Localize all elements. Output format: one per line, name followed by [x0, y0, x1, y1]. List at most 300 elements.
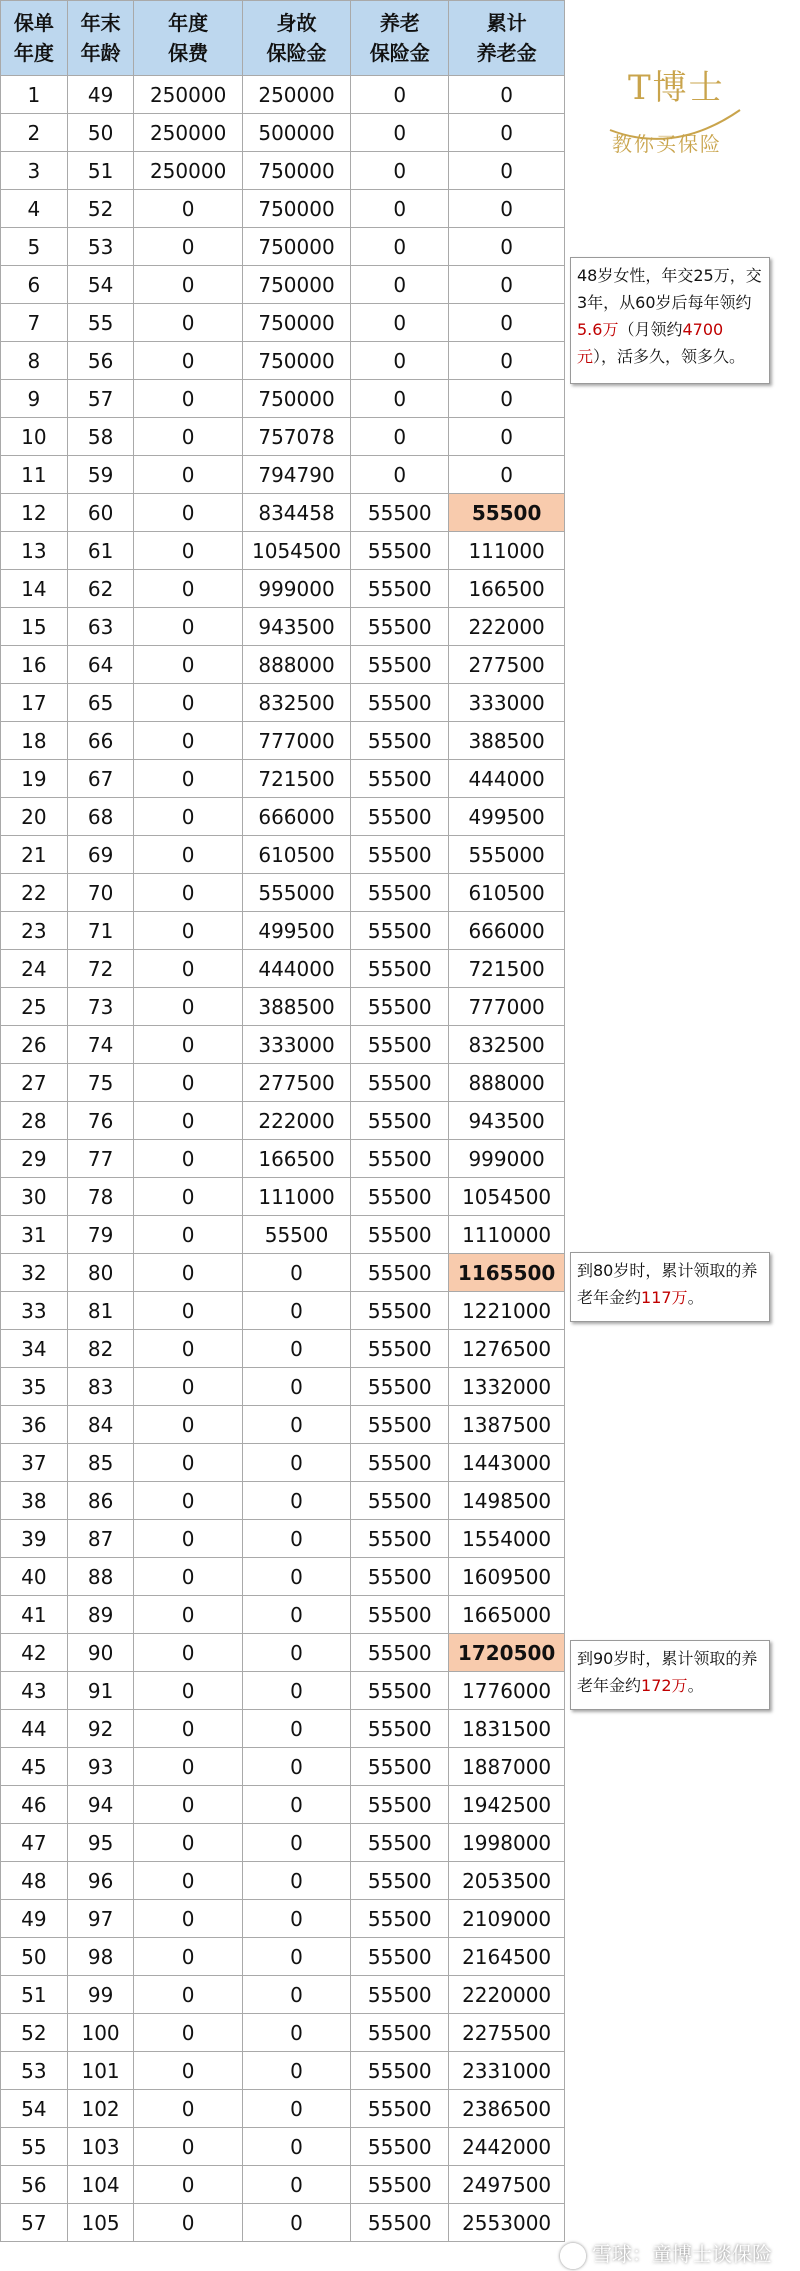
cell-premium: 0 [134, 1178, 242, 1216]
cell-policy-year: 47 [1, 1824, 68, 1862]
cell-cumulative-pension: 1332000 [449, 1368, 565, 1406]
cell-pension-benefit: 55500 [351, 1482, 449, 1520]
cell-pension-benefit: 0 [351, 304, 449, 342]
cell-pension-benefit: 55500 [351, 1748, 449, 1786]
cell-pension-benefit: 55500 [351, 684, 449, 722]
cell-death-benefit: 499500 [242, 912, 350, 950]
cell-age: 68 [67, 798, 134, 836]
table-row [1, 1254, 565, 1292]
cell-cumulative-pension: 777000 [449, 988, 565, 1026]
table-row [1, 152, 565, 190]
header-death-benefit: 身故 保险金 [242, 1, 350, 76]
cell-pension-benefit: 55500 [351, 1824, 449, 1862]
table-row [1, 1178, 565, 1216]
table-row [1, 1786, 565, 1824]
cell-premium: 0 [134, 1672, 242, 1710]
cell-pension-benefit: 55500 [351, 1786, 449, 1824]
cell-age: 59 [67, 456, 134, 494]
table-row [1, 532, 565, 570]
table-row [1, 266, 565, 304]
cell-cumulative-pension: 1554000 [449, 1520, 565, 1558]
cell-death-benefit: 0 [242, 2128, 350, 2166]
cell-premium: 0 [134, 1026, 242, 1064]
cell-pension-benefit: 55500 [351, 2166, 449, 2204]
cell-death-benefit: 1054500 [242, 532, 350, 570]
table-row [1, 874, 565, 912]
cell-cumulative-pension: 1221000 [449, 1292, 565, 1330]
cell-policy-year: 17 [1, 684, 68, 722]
table-row [1, 380, 565, 418]
cell-premium: 250000 [134, 114, 242, 152]
cell-death-benefit: 750000 [242, 266, 350, 304]
cell-policy-year: 7 [1, 304, 68, 342]
cell-policy-year: 52 [1, 2014, 68, 2052]
cell-age: 69 [67, 836, 134, 874]
cell-age: 74 [67, 1026, 134, 1064]
table-row [1, 1938, 565, 1976]
cell-cumulative-pension: 2053500 [449, 1862, 565, 1900]
cell-premium: 0 [134, 1634, 242, 1672]
cell-premium: 0 [134, 418, 242, 456]
table-row [1, 418, 565, 456]
cell-premium: 0 [134, 722, 242, 760]
cell-policy-year: 26 [1, 1026, 68, 1064]
cell-pension-benefit: 55500 [351, 1444, 449, 1482]
table-row [1, 760, 565, 798]
header-policy-year: 保单 年度 [1, 1, 68, 76]
cell-pension-benefit: 0 [351, 152, 449, 190]
cell-premium: 0 [134, 1102, 242, 1140]
cell-pension-benefit: 55500 [351, 1710, 449, 1748]
cell-age: 91 [67, 1672, 134, 1710]
cell-death-benefit: 0 [242, 1596, 350, 1634]
cell-policy-year: 3 [1, 152, 68, 190]
note-summary-amount-year: 5.6万 [577, 320, 619, 339]
cell-policy-year: 11 [1, 456, 68, 494]
cell-death-benefit: 832500 [242, 684, 350, 722]
cell-premium: 0 [134, 646, 242, 684]
cell-pension-benefit: 55500 [351, 1938, 449, 1976]
table-row [1, 456, 565, 494]
cell-cumulative-pension: 0 [449, 380, 565, 418]
cell-pension-benefit: 0 [351, 456, 449, 494]
cell-cumulative-pension: 277500 [449, 646, 565, 684]
cell-age: 102 [67, 2090, 134, 2128]
table-row [1, 1292, 565, 1330]
cell-policy-year: 34 [1, 1330, 68, 1368]
cell-premium: 0 [134, 570, 242, 608]
cell-premium: 0 [134, 760, 242, 798]
cell-premium: 0 [134, 1824, 242, 1862]
cell-premium: 0 [134, 1938, 242, 1976]
table-row [1, 684, 565, 722]
cell-premium: 0 [134, 2166, 242, 2204]
cell-premium: 0 [134, 1862, 242, 1900]
cell-pension-benefit: 55500 [351, 1862, 449, 1900]
table-row [1, 1444, 565, 1482]
cell-policy-year: 14 [1, 570, 68, 608]
table-row [1, 1634, 565, 1672]
cell-cumulative-pension: 444000 [449, 760, 565, 798]
cell-death-benefit: 111000 [242, 1178, 350, 1216]
cell-policy-year: 38 [1, 1482, 68, 1520]
note-age-90-amount: 172万 [641, 1676, 688, 1695]
cell-premium: 0 [134, 1216, 242, 1254]
cell-pension-benefit: 55500 [351, 1140, 449, 1178]
cell-cumulative-pension: 1165500 [449, 1254, 565, 1292]
cell-policy-year: 1 [1, 76, 68, 114]
cell-death-benefit: 888000 [242, 646, 350, 684]
cell-cumulative-pension: 0 [449, 304, 565, 342]
cell-death-benefit: 721500 [242, 760, 350, 798]
cell-age: 80 [67, 1254, 134, 1292]
cell-age: 97 [67, 1900, 134, 1938]
cell-premium: 0 [134, 190, 242, 228]
cell-policy-year: 22 [1, 874, 68, 912]
cell-death-benefit: 666000 [242, 798, 350, 836]
cell-cumulative-pension: 721500 [449, 950, 565, 988]
cell-age: 78 [67, 1178, 134, 1216]
cell-cumulative-pension: 610500 [449, 874, 565, 912]
cell-age: 64 [67, 646, 134, 684]
cell-cumulative-pension: 1443000 [449, 1444, 565, 1482]
cell-premium: 0 [134, 1786, 242, 1824]
cell-premium: 0 [134, 1596, 242, 1634]
cell-age: 103 [67, 2128, 134, 2166]
cell-age: 100 [67, 2014, 134, 2052]
cell-death-benefit: 0 [242, 1482, 350, 1520]
cell-pension-benefit: 55500 [351, 1672, 449, 1710]
cell-policy-year: 32 [1, 1254, 68, 1292]
cell-age: 104 [67, 2166, 134, 2204]
cell-pension-benefit: 55500 [351, 1216, 449, 1254]
cell-age: 105 [67, 2204, 134, 2242]
table-row [1, 1140, 565, 1178]
table-row [1, 950, 565, 988]
cell-policy-year: 48 [1, 1862, 68, 1900]
cell-cumulative-pension: 832500 [449, 1026, 565, 1064]
cell-death-benefit: 757078 [242, 418, 350, 456]
cell-pension-benefit: 55500 [351, 532, 449, 570]
cell-pension-benefit: 0 [351, 418, 449, 456]
table-row [1, 836, 565, 874]
table-row [1, 2052, 565, 2090]
cell-death-benefit: 777000 [242, 722, 350, 760]
cell-cumulative-pension: 388500 [449, 722, 565, 760]
brand-logo [600, 40, 750, 160]
table-row [1, 912, 565, 950]
cell-cumulative-pension: 2442000 [449, 2128, 565, 2166]
cell-pension-benefit: 0 [351, 266, 449, 304]
cell-age: 101 [67, 2052, 134, 2090]
cell-age: 62 [67, 570, 134, 608]
cell-premium: 250000 [134, 76, 242, 114]
cell-premium: 0 [134, 1330, 242, 1368]
cell-policy-year: 53 [1, 2052, 68, 2090]
cell-pension-benefit: 0 [351, 76, 449, 114]
cell-policy-year: 35 [1, 1368, 68, 1406]
cell-pension-benefit: 55500 [351, 2128, 449, 2166]
cell-pension-benefit: 55500 [351, 2052, 449, 2090]
cell-age: 85 [67, 1444, 134, 1482]
table-row [1, 1596, 565, 1634]
cell-pension-benefit: 55500 [351, 988, 449, 1026]
cell-policy-year: 23 [1, 912, 68, 950]
cell-cumulative-pension: 1609500 [449, 1558, 565, 1596]
cell-pension-benefit: 55500 [351, 1406, 449, 1444]
table-row [1, 1406, 565, 1444]
cell-premium: 0 [134, 380, 242, 418]
cell-policy-year: 45 [1, 1748, 68, 1786]
cell-age: 87 [67, 1520, 134, 1558]
cell-cumulative-pension: 1720500 [449, 1634, 565, 1672]
cell-premium: 0 [134, 456, 242, 494]
cell-pension-benefit: 55500 [351, 646, 449, 684]
table-row [1, 2128, 565, 2166]
cell-age: 75 [67, 1064, 134, 1102]
cell-cumulative-pension: 943500 [449, 1102, 565, 1140]
watermark-text: 雪球：童博士谈保险 [592, 2242, 772, 2266]
cell-death-benefit: 0 [242, 1292, 350, 1330]
cell-premium: 0 [134, 1406, 242, 1444]
cell-policy-year: 31 [1, 1216, 68, 1254]
note-age-80-end: 。 [687, 1288, 704, 1307]
cell-death-benefit: 0 [242, 1938, 350, 1976]
cell-premium: 250000 [134, 152, 242, 190]
cell-death-benefit: 0 [242, 1406, 350, 1444]
table-row [1, 114, 565, 152]
cell-pension-benefit: 55500 [351, 1976, 449, 2014]
cell-age: 90 [67, 1634, 134, 1672]
cell-death-benefit: 750000 [242, 190, 350, 228]
cell-policy-year: 19 [1, 760, 68, 798]
cell-premium: 0 [134, 684, 242, 722]
snowball-icon [560, 2243, 586, 2269]
cell-pension-benefit: 55500 [351, 1596, 449, 1634]
table-row [1, 1558, 565, 1596]
cell-pension-benefit: 55500 [351, 722, 449, 760]
cell-age: 49 [67, 76, 134, 114]
cell-policy-year: 51 [1, 1976, 68, 2014]
cell-death-benefit: 333000 [242, 1026, 350, 1064]
table-body [1, 76, 565, 2242]
cell-death-benefit: 0 [242, 1672, 350, 1710]
table-row [1, 228, 565, 266]
cell-age: 96 [67, 1862, 134, 1900]
cell-age: 82 [67, 1330, 134, 1368]
cell-cumulative-pension: 1998000 [449, 1824, 565, 1862]
cell-cumulative-pension: 111000 [449, 532, 565, 570]
cell-death-benefit: 750000 [242, 228, 350, 266]
cell-premium: 0 [134, 912, 242, 950]
cell-premium: 0 [134, 2204, 242, 2242]
watermark [560, 2238, 772, 2269]
cell-death-benefit: 0 [242, 2166, 350, 2204]
table-row [1, 1710, 565, 1748]
cell-policy-year: 42 [1, 1634, 68, 1672]
cell-pension-benefit: 55500 [351, 1026, 449, 1064]
cell-age: 79 [67, 1216, 134, 1254]
cell-age: 55 [67, 304, 134, 342]
cell-cumulative-pension: 1276500 [449, 1330, 565, 1368]
cell-pension-benefit: 55500 [351, 1254, 449, 1292]
cell-cumulative-pension: 2331000 [449, 2052, 565, 2090]
cell-pension-benefit: 55500 [351, 760, 449, 798]
cell-age: 93 [67, 1748, 134, 1786]
cell-death-benefit: 0 [242, 1558, 350, 1596]
cell-cumulative-pension: 2220000 [449, 1976, 565, 2014]
table-row [1, 1482, 565, 1520]
cell-premium: 0 [134, 1064, 242, 1102]
cell-death-benefit: 0 [242, 1710, 350, 1748]
cell-pension-benefit: 0 [351, 228, 449, 266]
cell-age: 71 [67, 912, 134, 950]
cell-death-benefit: 0 [242, 1444, 350, 1482]
cell-premium: 0 [134, 1292, 242, 1330]
cell-death-benefit: 0 [242, 2052, 350, 2090]
cell-death-benefit: 250000 [242, 76, 350, 114]
cell-cumulative-pension: 0 [449, 152, 565, 190]
cell-policy-year: 21 [1, 836, 68, 874]
cell-policy-year: 49 [1, 1900, 68, 1938]
cell-age: 77 [67, 1140, 134, 1178]
cell-policy-year: 37 [1, 1444, 68, 1482]
table-row [1, 1862, 565, 1900]
cell-premium: 0 [134, 494, 242, 532]
cell-cumulative-pension: 166500 [449, 570, 565, 608]
cell-policy-year: 20 [1, 798, 68, 836]
cell-death-benefit: 0 [242, 2204, 350, 2242]
cell-premium: 0 [134, 836, 242, 874]
cell-age: 58 [67, 418, 134, 456]
cell-policy-year: 4 [1, 190, 68, 228]
cell-premium: 0 [134, 874, 242, 912]
table-row [1, 1216, 565, 1254]
cell-death-benefit: 0 [242, 1900, 350, 1938]
cell-policy-year: 25 [1, 988, 68, 1026]
cell-policy-year: 44 [1, 1710, 68, 1748]
cell-policy-year: 5 [1, 228, 68, 266]
cell-premium: 0 [134, 266, 242, 304]
table-row [1, 2014, 565, 2052]
cell-pension-benefit: 0 [351, 114, 449, 152]
cell-cumulative-pension: 2164500 [449, 1938, 565, 1976]
cell-cumulative-pension: 1887000 [449, 1748, 565, 1786]
note-age-90 [570, 1640, 770, 1710]
cell-pension-benefit: 55500 [351, 1368, 449, 1406]
cell-cumulative-pension: 999000 [449, 1140, 565, 1178]
cell-policy-year: 43 [1, 1672, 68, 1710]
cell-premium: 0 [134, 342, 242, 380]
cell-pension-benefit: 55500 [351, 2090, 449, 2128]
note-age-80 [570, 1252, 770, 1322]
cell-policy-year: 46 [1, 1786, 68, 1824]
cell-death-benefit: 55500 [242, 1216, 350, 1254]
cell-pension-benefit: 55500 [351, 1900, 449, 1938]
table-row [1, 798, 565, 836]
cell-age: 72 [67, 950, 134, 988]
cell-cumulative-pension: 2109000 [449, 1900, 565, 1938]
cell-pension-benefit: 55500 [351, 912, 449, 950]
cell-age: 67 [67, 760, 134, 798]
cell-death-benefit: 555000 [242, 874, 350, 912]
cell-age: 50 [67, 114, 134, 152]
note-summary [570, 257, 770, 384]
cell-pension-benefit: 55500 [351, 2014, 449, 2052]
cell-death-benefit: 0 [242, 1254, 350, 1292]
cell-pension-benefit: 55500 [351, 1292, 449, 1330]
cell-cumulative-pension: 222000 [449, 608, 565, 646]
table-row [1, 1102, 565, 1140]
cell-age: 66 [67, 722, 134, 760]
note-age-90-text: 到90岁时，累计领取的养老年金约 [577, 1649, 758, 1695]
logo-line2: 教你买保险 [612, 132, 722, 156]
cell-premium: 0 [134, 1444, 242, 1482]
cell-cumulative-pension: 55500 [449, 494, 565, 532]
table-row [1, 1520, 565, 1558]
cell-cumulative-pension: 888000 [449, 1064, 565, 1102]
cell-cumulative-pension: 0 [449, 76, 565, 114]
cell-premium: 0 [134, 988, 242, 1026]
cell-premium: 0 [134, 608, 242, 646]
cell-cumulative-pension: 2386500 [449, 2090, 565, 2128]
cell-age: 89 [67, 1596, 134, 1634]
cell-age: 61 [67, 532, 134, 570]
cell-policy-year: 8 [1, 342, 68, 380]
header-premium: 年度 保费 [134, 1, 242, 76]
table-row [1, 646, 565, 684]
cell-cumulative-pension: 1942500 [449, 1786, 565, 1824]
cell-policy-year: 54 [1, 2090, 68, 2128]
cell-cumulative-pension: 1776000 [449, 1672, 565, 1710]
cell-death-benefit: 0 [242, 1824, 350, 1862]
cell-cumulative-pension: 0 [449, 418, 565, 456]
table-row [1, 1976, 565, 2014]
table-row [1, 304, 565, 342]
cell-policy-year: 12 [1, 494, 68, 532]
cell-death-benefit: 388500 [242, 988, 350, 1026]
cell-age: 98 [67, 1938, 134, 1976]
cell-pension-benefit: 55500 [351, 570, 449, 608]
cell-death-benefit: 500000 [242, 114, 350, 152]
cell-policy-year: 41 [1, 1596, 68, 1634]
table-row [1, 1026, 565, 1064]
cell-premium: 0 [134, 2052, 242, 2090]
cell-pension-benefit: 55500 [351, 1102, 449, 1140]
header-age: 年末 年龄 [67, 1, 134, 76]
cell-cumulative-pension: 1054500 [449, 1178, 565, 1216]
cell-age: 54 [67, 266, 134, 304]
cell-age: 86 [67, 1482, 134, 1520]
cell-premium: 0 [134, 2014, 242, 2052]
header-cumulative-pension: 累计 养老金 [449, 1, 565, 76]
cell-cumulative-pension: 666000 [449, 912, 565, 950]
cell-age: 52 [67, 190, 134, 228]
cell-death-benefit: 0 [242, 1862, 350, 1900]
cell-pension-benefit: 55500 [351, 836, 449, 874]
cell-pension-benefit: 55500 [351, 798, 449, 836]
cell-death-benefit: 943500 [242, 608, 350, 646]
cell-age: 60 [67, 494, 134, 532]
cell-policy-year: 10 [1, 418, 68, 456]
cell-cumulative-pension: 1665000 [449, 1596, 565, 1634]
cell-premium: 0 [134, 1254, 242, 1292]
cell-age: 53 [67, 228, 134, 266]
cell-policy-year: 24 [1, 950, 68, 988]
cell-policy-year: 29 [1, 1140, 68, 1178]
cell-age: 84 [67, 1406, 134, 1444]
note-summary-text-c: （月领约 [618, 320, 683, 339]
